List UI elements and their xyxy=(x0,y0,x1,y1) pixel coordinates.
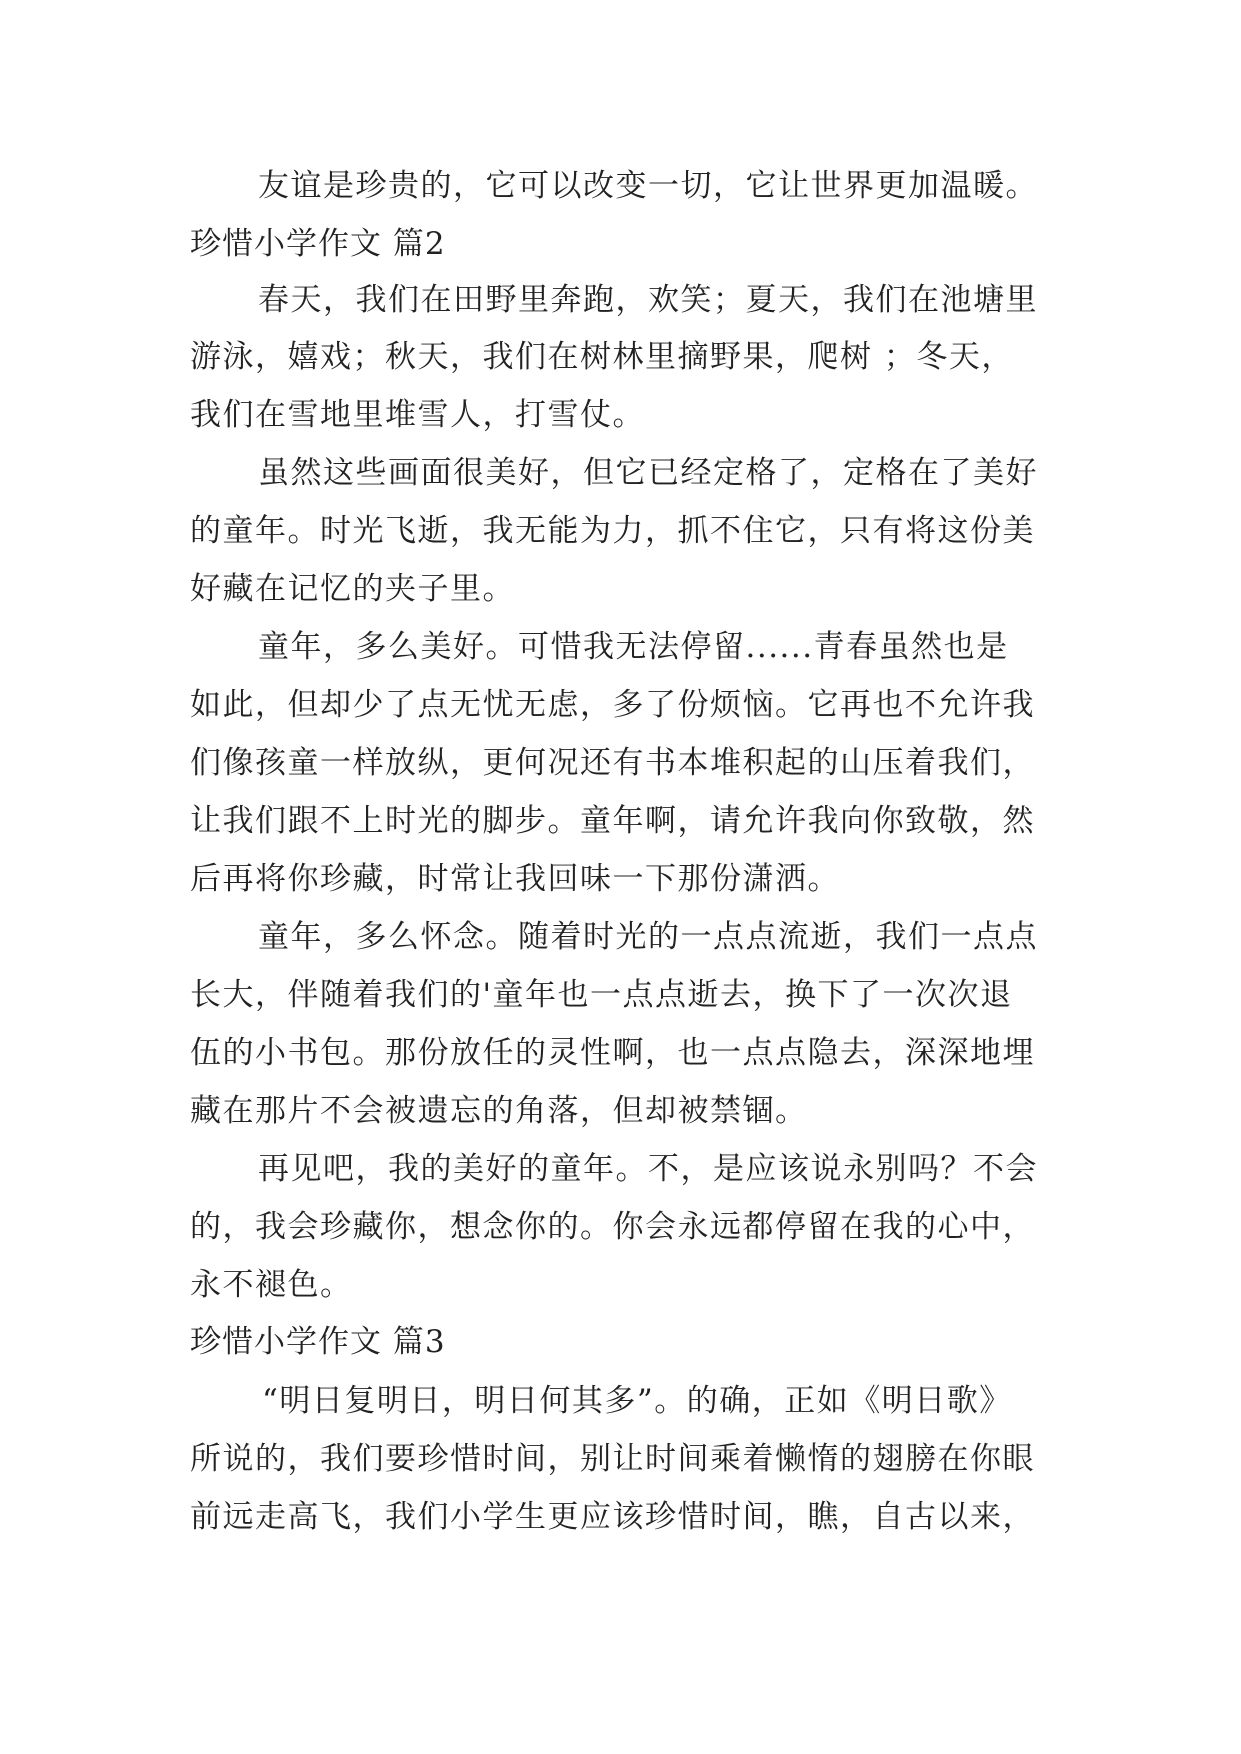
paragraph-line: 让我们跟不上时光的脚步。童年啊，请允许我向你致敬，然 xyxy=(190,803,1035,839)
paragraph-line: 我们在雪地里堆雪人，打雪仗。 xyxy=(190,397,645,433)
section-heading: 珍惜小学作文 篇3 xyxy=(190,1324,446,1360)
paragraph-line: 前远走高飞，我们小学生更应该珍惜时间，瞧，自古以来， xyxy=(190,1499,1035,1535)
paragraph-line: 的，我会珍藏你，想念你的。你会永远都停留在我的心中， xyxy=(190,1209,1035,1245)
paragraph-line: 的童年。时光飞逝，我无能为力，抓不住它，只有将这份美 xyxy=(190,513,1035,549)
paragraph-line: 童年，多么美好。可惜我无法停留......青春虽然也是 xyxy=(258,629,1009,665)
paragraph-line: 友谊是珍贵的，它可以改变一切，它让世界更加温暖。 xyxy=(258,168,1038,204)
paragraph-line: 虽然这些画面很美好，但它已经定格了，定格在了美好 xyxy=(258,455,1038,491)
paragraph-line: 春天，我们在田野里奔跑，欢笑；夏天，我们在池塘里 xyxy=(258,282,1038,318)
paragraph-line: 再见吧，我的美好的童年。不，是应该说永别吗？不会 xyxy=(258,1151,1038,1187)
paragraph-line: 后再将你珍藏，时常让我回味一下那份潇洒。 xyxy=(190,861,840,897)
paragraph-line: 游泳，嬉戏；秋天，我们在树林里摘野果，爬树 ；冬天， xyxy=(190,339,1014,375)
paragraph-line: “明日复明日，明日何其多”。的确，正如《明日歌》 xyxy=(262,1383,1012,1419)
section-heading: 珍惜小学作文 篇2 xyxy=(190,226,446,262)
paragraph-line: 童年，多么怀念。随着时光的一点点流逝，我们一点点 xyxy=(258,919,1038,955)
paragraph-line: 永不褪色。 xyxy=(190,1267,353,1303)
paragraph-line: 伍的小书包。那份放任的灵性啊，也一点点隐去，深深地埋 xyxy=(190,1035,1035,1071)
paragraph-line: 好藏在记忆的夹子里。 xyxy=(190,571,515,607)
paragraph-line: 如此，但却少了点无忧无虑，多了份烦恼。它再也不允许我 xyxy=(190,687,1035,723)
paragraph-line: 长大，伴随着我们的'童年也一点点逝去，换下了一次次退 xyxy=(190,977,1013,1013)
paragraph-line: 所说的，我们要珍惜时间，别让时间乘着懒惰的翅膀在你眼 xyxy=(190,1441,1035,1477)
paragraph-line: 们像孩童一样放纵，更何况还有书本堆积起的山压着我们， xyxy=(190,745,1035,781)
paragraph-line: 藏在那片不会被遗忘的角落，但却被禁锢。 xyxy=(190,1093,808,1129)
